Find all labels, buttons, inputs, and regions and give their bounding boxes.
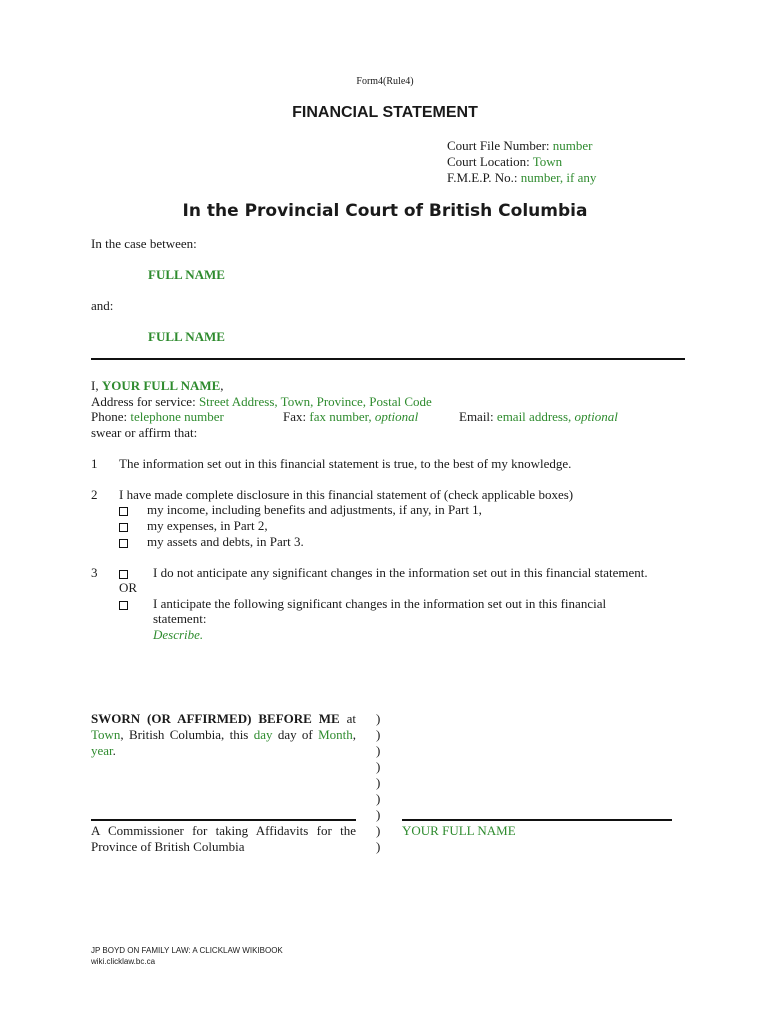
phone-line: Phone: telephone number	[91, 409, 224, 424]
sworn-town: Town	[91, 727, 121, 742]
item3-option-no-changes: I do not anticipate any significant changes in the information set out in this financial statement.	[119, 565, 128, 581]
checkbox-income[interactable]	[119, 507, 128, 516]
doc-title: FINANCIAL STATEMENT	[292, 104, 478, 121]
item1-text: The information set out in this financial statement is true, to the best of my knowledge.	[119, 456, 572, 471]
case-between-label: In the case between:	[91, 236, 197, 251]
address-line: Address for service: Street Address, Town, Province, Postal Code	[91, 394, 432, 409]
item3-describe: Describe.	[153, 627, 204, 642]
court-file-number: Court File Number: number	[447, 138, 593, 153]
footer-title: JP BOYD ON FAMILY LAW: A CLICKLAW WIKIBOOK	[91, 946, 283, 955]
sworn-month: Month	[318, 727, 353, 742]
checkbox-expenses[interactable]	[119, 523, 128, 532]
fmep-value: number, if any	[520, 170, 597, 185]
sworn-statement: SWORN (OR AFFIRMED) BEFORE ME at Town, British Columbia, this day day of Month, year.	[91, 711, 356, 758]
signer-signature-line[interactable]	[402, 819, 672, 821]
declarant-line: I, YOUR FULL NAME,	[91, 378, 224, 393]
declarant-name: YOUR FULL NAME	[101, 378, 221, 393]
sworn-year: year	[91, 743, 113, 758]
signer-name: YOUR FULL NAME	[402, 823, 516, 838]
sworn-day: day	[253, 727, 273, 742]
party2-name: FULL NAME	[148, 329, 225, 344]
divider-rule	[91, 358, 685, 360]
form-id: Form4(Rule4)	[356, 76, 414, 87]
court-file-value: number	[552, 138, 593, 153]
paren-column: ) ) ) ) ) ) ) ) )	[376, 711, 381, 854]
court-location-value: Town	[532, 154, 563, 169]
item3-changes-line2: statement:	[153, 611, 207, 626]
court-heading: In the Provincial Court of British Columbia	[182, 201, 588, 221]
address-value: Street Address, Town, Province, Postal Code	[198, 394, 432, 409]
item3-option-changes: I anticipate the following significant changes in the information set out in this financial	[119, 596, 128, 612]
commissioner-label-line1: A Commissioner for taking Affidavits for the	[91, 823, 356, 838]
checkbox-assets[interactable]	[119, 539, 128, 548]
item2-option-expenses: my expenses, in Part 2,	[119, 518, 128, 534]
item2-option-income: my income, including benefits and adjustments, if any, in Part 1,	[119, 502, 128, 518]
item3-or: OR	[119, 580, 138, 595]
item2-number: 2	[91, 487, 98, 502]
item3-number: 3	[91, 565, 98, 580]
footer-url: wiki.clicklaw.bc.ca	[91, 957, 156, 966]
item2-option-assets: my assets and debts, in Part 3.	[119, 534, 128, 550]
commissioner-signature-line[interactable]	[91, 819, 356, 821]
fmep-number: F.M.E.P. No.: number, if any	[447, 170, 597, 185]
fax-line: Fax: fax number, optional	[283, 409, 419, 424]
commissioner-label-line2: Province of British Columbia	[91, 839, 245, 854]
court-location: Court Location: Town	[447, 154, 563, 169]
party1-name: FULL NAME	[148, 267, 225, 282]
checkbox-changes[interactable]	[119, 601, 128, 610]
email-value: email address,	[496, 409, 575, 424]
item2-text: I have made complete disclosure in this financial statement of (check applicable boxes)	[119, 487, 574, 502]
phone-value: telephone number	[130, 409, 224, 424]
swear-line: swear or affirm that:	[91, 425, 198, 440]
fax-value: fax number,	[309, 409, 375, 424]
and-label: and:	[91, 298, 114, 313]
item1-number: 1	[91, 456, 98, 471]
checkbox-no-changes[interactable]	[119, 570, 128, 579]
email-line: Email: email address, optional	[459, 409, 618, 424]
